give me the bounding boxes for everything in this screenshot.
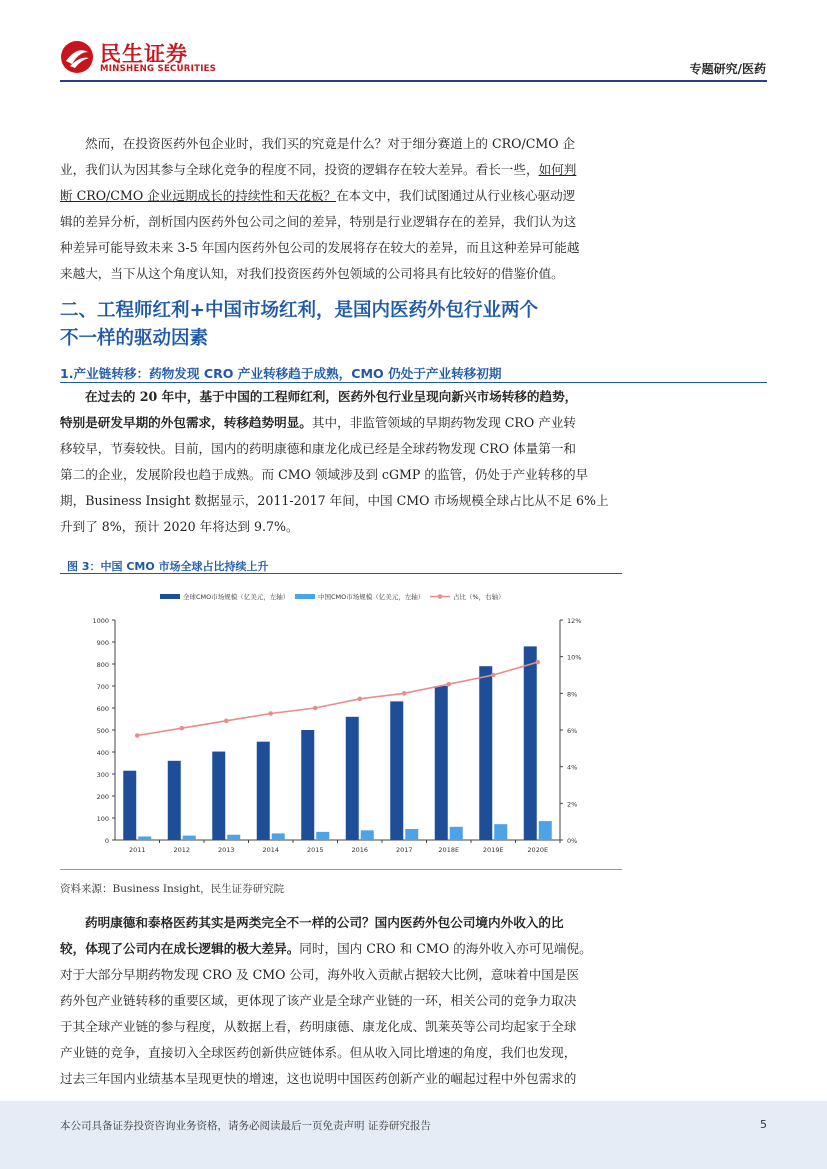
text-line <box>60 183 767 209</box>
share-point <box>357 697 362 702</box>
subsection-divider <box>60 382 767 383</box>
chart-legend <box>160 592 505 601</box>
underlined-text: 断 CRO/CMO 企业远期成长的持续性和天花板？ <box>60 188 337 203</box>
x-tick-label: 2013 <box>217 846 235 854</box>
text-segment: 期，Business Insight 数据显示，2011-2017 年间，中国 CMO 市场规模全球占比从不足 6%上 <box>60 493 609 508</box>
legend-swatch <box>295 594 315 599</box>
chart-axes <box>92 617 581 854</box>
x-tick-label: 2015 <box>306 846 324 854</box>
share-point <box>179 726 184 731</box>
right-tick-label: 0% <box>567 837 578 845</box>
text-line <box>60 384 767 410</box>
footer-disclaimer: 本公司具备证券投资咨询业务资格，请务必阅读最后一页免责声明 证券研究报告 <box>60 1120 431 1132</box>
right-tick-label: 10% <box>567 653 582 662</box>
text-line <box>60 910 767 936</box>
x-tick-label: 2014 <box>262 846 280 854</box>
global-cmo-bar <box>346 717 359 840</box>
text-segment: 移较早，节奏较快。目前，国内的药明康德和康龙化成已经是全球药物发现 CRO 体量第一和 <box>60 441 577 456</box>
text-segment: 来越大，当下从这个角度认知，对我们投资医药外包领域的公司将具有比较好的借鉴价值。 <box>60 266 564 281</box>
legend-label: 中国CMO市场规模（亿美元，左轴） <box>318 593 425 601</box>
heading-line: 二、工程师红利+中国市场红利，是国内医药外包行业两个 <box>60 300 539 321</box>
x-tick-label: 2020E <box>527 846 549 854</box>
text-segment: 业，我们认为因其参与全球化竞争的程度不同，投资的逻辑存在较大差异。看长一些， <box>60 162 539 177</box>
left-tick-label: 700 <box>96 683 109 691</box>
left-tick-label: 500 <box>96 727 109 735</box>
text-segment: 药外包产业链转移的重要区域，更体现了该产业是全球产业链的一环，相关公司的竞争力取决 <box>60 993 577 1008</box>
logo-brand-cn: 民生证券 <box>100 42 188 66</box>
bold-text: 在过去的 20 年中，基于中国的工程师红利，医药外包行业呈现向新兴市场转移的趋势， <box>85 389 578 404</box>
bold-text: 药明康德和泰格医药其实是两类完全不一样的公司？国内医药外包公司境内外收入的比 <box>85 915 564 930</box>
china-cmo-bar <box>405 829 418 840</box>
bold-text: 较，体现了公司内在成长逻辑的极大差异。 <box>60 941 300 956</box>
x-tick-label: 2016 <box>351 846 369 854</box>
heading-line: 不一样的驱动因素 <box>60 328 209 349</box>
section-heading <box>60 297 767 353</box>
text-line <box>60 436 767 462</box>
subsection-paragraph <box>60 384 767 540</box>
left-tick-label: 0 <box>104 837 109 845</box>
text-line <box>60 209 767 235</box>
report-category: 专题研究/医药 <box>689 62 766 76</box>
left-tick-label: 600 <box>96 705 109 713</box>
figure-top-divider <box>60 573 622 574</box>
figure-bottom-divider <box>60 869 622 870</box>
comparison-paragraph <box>60 910 767 1092</box>
share-point <box>535 660 540 665</box>
text-segment: 过去三年国内业绩基本呈现更快的增速，这也说明中国医药创新产业的崛起过程中外包需求的 <box>60 1071 577 1086</box>
text-segment: 同时，国内 CRO 和 CMO 的海外收入亦可见端倪。 <box>299 941 592 956</box>
text-line <box>60 514 767 540</box>
figure-title: 图 3：中国 CMO 市场全球占比持续上升 <box>67 560 269 573</box>
global-cmo-bar <box>524 646 537 840</box>
china-cmo-bar <box>183 836 196 840</box>
x-tick-label: 2011 <box>128 846 146 854</box>
text-line <box>60 157 767 183</box>
right-tick-label: 4% <box>567 763 578 772</box>
text-segment: 其中，非监管领域的早期药物发现 CRO 产业转 <box>311 415 577 430</box>
global-cmo-bar <box>257 742 270 840</box>
legend-swatch <box>160 594 180 599</box>
left-tick-label: 200 <box>96 793 109 801</box>
legend-swatch-point <box>438 594 443 599</box>
global-cmo-bar <box>123 771 136 840</box>
page-header <box>0 0 827 80</box>
right-tick-label: 2% <box>567 800 578 809</box>
text-segment: 产业链的竞争，直接切入全球医药创新供应链体系。但从收入同比增速的角度，我们也发现， <box>60 1045 577 1060</box>
x-tick-label: 2018E <box>438 846 460 854</box>
header-divider <box>60 80 767 82</box>
share-point <box>224 719 229 724</box>
text-line <box>60 1040 767 1066</box>
global-cmo-bar <box>212 752 225 840</box>
right-tick-label: 12% <box>567 617 582 625</box>
text-line <box>60 462 767 488</box>
global-cmo-bar <box>390 701 403 840</box>
share-point <box>491 673 496 678</box>
china-cmo-bar <box>450 827 463 840</box>
share-point <box>135 733 140 738</box>
share-point <box>313 706 318 711</box>
china-cmo-bar <box>316 832 329 840</box>
text-segment: 升到了 8%，预计 2020 年将达到 9.7%。 <box>60 519 299 534</box>
china-cmo-bar <box>361 830 374 840</box>
text-line <box>60 1014 767 1040</box>
text-line <box>60 988 767 1014</box>
x-tick-label: 2019E <box>482 846 504 854</box>
x-tick-label: 2012 <box>173 846 191 854</box>
china-cmo-bar <box>494 824 507 840</box>
legend-label: 占比（%，右轴） <box>453 593 505 601</box>
text-segment: 种差异可能导致未来 3-5 年国内医药外包公司的发展将存在较大的差异，而且这种差异可能越 <box>60 240 580 255</box>
china-cmo-bar <box>272 833 285 840</box>
left-tick-label: 1000 <box>92 617 109 625</box>
share-point <box>402 691 407 696</box>
text-line <box>60 936 767 962</box>
china-cmo-bar <box>539 821 552 840</box>
text-line <box>60 1066 767 1092</box>
share-line <box>137 662 538 735</box>
left-tick-label: 400 <box>96 749 109 757</box>
x-tick-label: 2017 <box>395 846 413 854</box>
text-segment: 辑的差异分析，剖析国内医药外包公司之间的差异，特别是行业逻辑存在的差异，我们认为这 <box>60 214 577 229</box>
bold-text: 特别是研发早期的外包需求，转移趋势明显。 <box>60 415 312 430</box>
page-number: 5 <box>760 1118 767 1131</box>
text-segment: 在本文中，我们试图通过从行业核心驱动逻 <box>336 188 576 203</box>
subsection-heading: 1.产业链转移：药物发现 CRO 产业转移趋于成熟，CMO 仍处于产业转移初期 <box>60 366 502 381</box>
global-cmo-bar <box>168 761 181 840</box>
left-tick-label: 800 <box>96 661 109 669</box>
logo-mark-icon <box>60 40 94 74</box>
global-cmo-bar <box>435 686 448 840</box>
text-segment: 于其全球产业链的参与程度，从数据上看，药明康德、康龙化成、凯莱英等公司均起家于全球 <box>60 1019 577 1034</box>
right-tick-label: 8% <box>567 690 578 699</box>
left-tick-label: 100 <box>96 815 109 823</box>
intro-paragraph <box>60 131 767 287</box>
figure-source: 资料来源：Business Insight，民生证券研究院 <box>60 883 285 895</box>
share-point <box>268 711 273 716</box>
company-logo <box>60 40 217 80</box>
text-line <box>60 410 767 436</box>
text-segment: 然而，在投资医药外包企业时，我们买的究竟是什么？对于细分赛道上的 CRO/CMO 企 <box>85 136 576 151</box>
left-tick-label: 900 <box>96 639 109 647</box>
share-point <box>446 682 451 687</box>
china-cmo-bar <box>227 835 240 840</box>
text-line <box>60 235 767 261</box>
page-footer <box>0 1101 827 1169</box>
text-line <box>60 962 767 988</box>
left-tick-label: 300 <box>96 771 109 779</box>
cmo-market-chart <box>60 578 620 860</box>
logo-brand-en: MINSHENG SECURITIES <box>100 64 217 74</box>
global-cmo-bar <box>479 666 492 840</box>
global-cmo-bar <box>301 730 314 840</box>
text-segment: 第二的企业，发展阶段也趋于成熟。而 CMO 领域涉及到 cGMP 的监管，仍处于产业转移的早 <box>60 467 589 482</box>
legend-label: 全球CMO市场规模（亿美元，左轴） <box>183 593 290 601</box>
text-line <box>60 488 767 514</box>
text-line <box>60 261 767 287</box>
right-tick-label: 6% <box>567 727 578 735</box>
china-cmo-bar <box>138 836 151 840</box>
underlined-text: 如何判 <box>538 162 577 177</box>
text-line <box>60 131 767 157</box>
text-segment: 对于大部分早期药物发现 CRO 及 CMO 公司，海外收入贡献占据较大比例，意味着中国是医 <box>60 967 580 982</box>
